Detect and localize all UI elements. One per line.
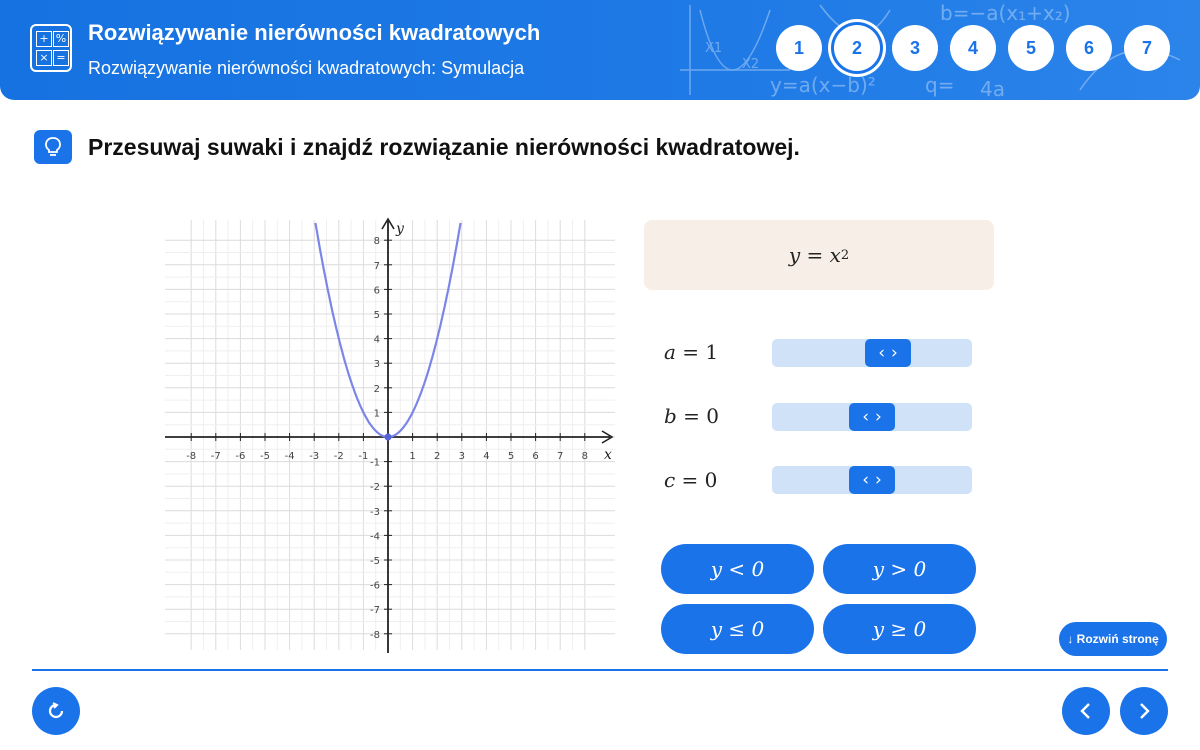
slider-b-label: b = 0 <box>664 404 720 428</box>
step-1-button[interactable]: 1 <box>776 25 822 71</box>
footer-divider <box>32 669 1168 671</box>
reset-button[interactable] <box>32 687 80 735</box>
y-tick-label: -4 <box>370 531 380 543</box>
reset-icon <box>47 702 65 720</box>
chevron-right-icon: › <box>875 470 882 490</box>
y-tick-label: 8 <box>373 236 380 248</box>
svg-text:b=−a(x₁+x₂): b=−a(x₁+x₂) <box>940 1 1071 25</box>
y-tick-label: 2 <box>373 383 380 395</box>
y-tick-label: 7 <box>373 260 380 272</box>
slider-c-track[interactable] <box>772 466 972 494</box>
x-tick-label: -2 <box>333 451 344 462</box>
vertex-point <box>385 434 392 441</box>
inequality-ge-button[interactable]: y ≥ 0 <box>823 604 976 654</box>
inequality-gt-button[interactable]: y > 0 <box>823 544 976 594</box>
chevron-left-icon <box>1079 702 1093 720</box>
step-3-button[interactable]: 3 <box>892 25 938 71</box>
next-button[interactable] <box>1120 687 1168 735</box>
svg-text:4a: 4a <box>980 77 1005 100</box>
step-4-button[interactable]: 4 <box>950 25 996 71</box>
y-tick-label: -1 <box>370 457 380 469</box>
function-formula <box>644 220 994 290</box>
x-tick-label: 7 <box>557 451 564 462</box>
step-2-button[interactable]: 2 <box>834 25 880 71</box>
y-tick-label: -7 <box>370 605 380 617</box>
instruction-text: Przesuwaj suwaki i znajdź rozwiązanie nierówności kwadratowej. <box>88 134 800 160</box>
lesson-title: Rozwiązywanie nierówności kwadratowych <box>88 20 541 45</box>
slider-c-label: c = 0 <box>664 468 718 492</box>
chevron-left-icon: ‹ <box>878 343 885 363</box>
step-7-button[interactable]: 7 <box>1124 25 1170 71</box>
slider-b-handle[interactable] <box>849 403 895 431</box>
step-navigation <box>776 25 1170 71</box>
x-tick-label: -8 <box>186 451 197 462</box>
y-tick-label: 6 <box>373 285 380 297</box>
svg-text:y=a(x−b)²: y=a(x−b)² <box>770 73 876 97</box>
expand-page-button[interactable]: ↓ Rozwiń stronę <box>1059 622 1167 656</box>
x-tick-label: -4 <box>284 451 295 462</box>
inequality-le-button[interactable]: y ≤ 0 <box>661 604 814 654</box>
x-tick-label: -3 <box>309 451 320 462</box>
x-tick-label: -5 <box>260 451 270 462</box>
chevron-right-icon: › <box>875 407 882 427</box>
chevron-right-icon <box>1137 702 1151 720</box>
x-tick-label: -7 <box>210 451 221 462</box>
svg-text:X1: X1 <box>705 41 723 56</box>
slider-a-label: a = 1 <box>664 340 719 364</box>
svg-text:X2: X2 <box>742 57 760 72</box>
y-tick-label: -5 <box>370 556 380 567</box>
x-tick-label: 5 <box>507 451 515 462</box>
y-tick-label: -8 <box>370 629 380 641</box>
y-axis-label: y <box>396 221 404 237</box>
formula-text: y = x <box>788 243 841 267</box>
previous-button[interactable] <box>1062 687 1110 735</box>
y-tick-label: -6 <box>370 580 380 592</box>
slider-a-handle[interactable] <box>865 339 911 367</box>
step-5-button[interactable]: 5 <box>1008 25 1054 71</box>
x-tick-label: 1 <box>409 451 416 462</box>
header-bar <box>0 0 1200 100</box>
slider-b-track[interactable] <box>772 403 972 431</box>
y-tick-label: -2 <box>370 482 380 494</box>
x-tick-label: 3 <box>458 451 465 462</box>
slider-a-track[interactable] <box>772 339 972 367</box>
y-tick-label: 3 <box>373 359 380 371</box>
slider-c-handle[interactable] <box>849 466 895 494</box>
y-tick-label: -3 <box>370 506 380 518</box>
svg-text:q=: q= <box>925 73 955 97</box>
y-tick-label: 1 <box>373 408 380 420</box>
function-graph[interactable] <box>160 215 620 655</box>
y-tick-label: 4 <box>373 334 380 346</box>
x-tick-label: -1 <box>358 451 369 462</box>
lightbulb-icon <box>34 130 72 164</box>
step-6-button[interactable]: 6 <box>1066 25 1112 71</box>
formula-exponent: 2 <box>840 247 850 263</box>
chevron-left-icon: ‹ <box>862 470 869 490</box>
x-tick-label: 2 <box>434 451 441 462</box>
chevron-left-icon: ‹ <box>862 407 869 427</box>
y-tick-label: 5 <box>373 310 380 321</box>
x-axis-label: x <box>604 447 612 463</box>
chevron-right-icon: › <box>891 343 898 363</box>
calculator-icon: + % × = <box>30 24 72 72</box>
x-tick-label: -6 <box>235 451 246 462</box>
lesson-subtitle: Rozwiązywanie nierówności kwadratowych: Symulacja <box>88 58 525 78</box>
inequality-lt-button[interactable]: y < 0 <box>661 544 814 594</box>
x-tick-label: 6 <box>532 451 539 462</box>
x-tick-label: 8 <box>581 451 588 462</box>
x-tick-label: 4 <box>483 451 490 462</box>
